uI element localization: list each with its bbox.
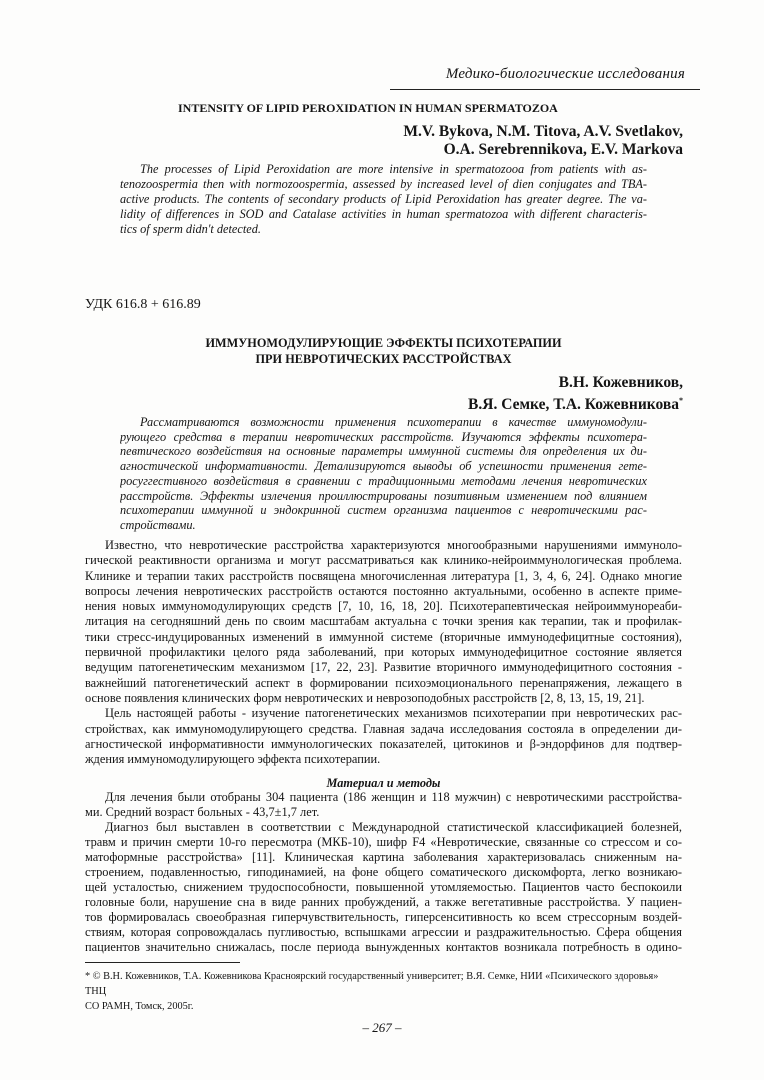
text-line: стройствах, как иммуномодулирующего средства. Главная задача исследования состояла в определении ди- bbox=[85, 721, 682, 736]
text-line: первичной профилактики целого ряда заболеваний, при которых иммунодефицитное состояние является bbox=[85, 645, 682, 660]
udk-code: УДК 616.8 + 616.89 bbox=[85, 297, 201, 312]
text-line: агностической информативности. Детализируются выводы об успешности применения гете- bbox=[120, 459, 647, 474]
footnote bbox=[85, 969, 682, 1014]
header-rule bbox=[390, 89, 700, 90]
text-line: травм и причин смерти 10-го пересмотра (МКБ-10), шифр F4 «Невротические, связанные со стрессом и со- bbox=[85, 835, 682, 849]
text-line: Известно, что невротические расстройства характеризуются многообразными нарушениями иммуноло- bbox=[105, 538, 682, 552]
text-line: тики стресс-индуцированных изменений в иммунной системе (вторичные иммунодефицитные состояния), bbox=[85, 629, 682, 644]
author-line: M.V. Bykova, N.M. Titova, A.V. Svetlakov, bbox=[403, 123, 683, 140]
text-line: Для лечения были отобраны 304 пациента (186 женщин и 118 мужчин) с невротическими расстройства- bbox=[105, 790, 682, 804]
author-line: O.A. Serebrennikova, E.V. Markova bbox=[443, 140, 683, 158]
text-line: The processes of Lipid Peroxidation are more intensive in spermatozooa from patients with as- bbox=[140, 162, 647, 176]
footnote-mark: * bbox=[679, 395, 683, 405]
footnote-rule bbox=[85, 962, 240, 963]
english-article-title: INTENSITY OF LIPID PEROXIDATION IN HUMAN SPERMATOZOA bbox=[178, 101, 558, 115]
footnote-line: СО РАМН, Томск, 2005г. bbox=[85, 1001, 194, 1012]
text-line: расстройств. Эффекты излечения проиллюстрированы позитивным изменением под влиянием bbox=[120, 488, 647, 503]
russian-authors bbox=[468, 374, 683, 413]
text-line: психотерапии иммунной и эндокринной систем организма пациентов с невротическими рас- bbox=[120, 503, 647, 518]
paragraph-diagnosis bbox=[85, 820, 682, 955]
text-line: Диагноз был выставлен в соответствии с Международной статистической классификацией болезней, bbox=[105, 820, 682, 834]
text-line: росуггестивного воздействия в сравнении с традиционными методами лечения невротических bbox=[120, 473, 647, 488]
text-line: Цель настоящей работы - изучение патогенетических механизмов психотерапии при невротических рас- bbox=[105, 706, 682, 721]
text-line: Клинике и терапии таких расстройств посвящена многочисленная литература [1, 3, 4, 6, 24]. Однако многие bbox=[85, 568, 682, 583]
page-number: – 267 – bbox=[362, 1020, 402, 1035]
text-line: важнейший патогенетический аспект в формировании психоэмоционального перенапряжения, лежащего в bbox=[85, 675, 682, 690]
text-line: агностической информативности иммунологических показателей, цитокинов и β-эндорфинов для подтвер- bbox=[85, 736, 682, 751]
paragraph-aim bbox=[85, 706, 682, 767]
text-line: тов формировалась своеобразная гиперчувствительность, гиперсенситивность ко всем стрессорным воздей- bbox=[85, 910, 682, 924]
text-line: нения новых иммуномодулирующих средств [7, 10, 16, 18, 20]. Психотерапевтическая нейроиммунореаби- bbox=[85, 599, 682, 614]
text-line: active products. The contents of secondary products of Lipid Peroxidation has greater degree. The va- bbox=[120, 192, 647, 206]
author-line: В.Н. Кожевников, bbox=[558, 374, 683, 391]
title-line: ИММУНОМОДУЛИРУЮЩИЕ ЭФФЕКТЫ ПСИХОТЕРАПИИ bbox=[205, 336, 562, 350]
text-line: гической реактивности организма и могут рассматриваться как клинико-нейроиммунологическая проблема. bbox=[85, 553, 682, 568]
text-line: ждения иммуномодулирующего эффекта психотерапии. bbox=[85, 752, 381, 767]
paragraph-intro bbox=[85, 538, 682, 706]
text-line: литация на сегодняшний день по своим масштабам актуальна с точки зрения как терапии, так и профилак- bbox=[85, 614, 682, 629]
text-line: ведущим патогенетическим механизмом [17, 22, 23]. Развитие вторичного иммунодефицитного состояния - bbox=[85, 660, 682, 675]
english-abstract bbox=[120, 162, 647, 237]
english-authors bbox=[403, 123, 683, 158]
text-line: строением, подавленностью, гиподинамией, на фоне общего соматического дискомфорта, легко возникаю- bbox=[85, 865, 682, 879]
text-line: tics of sperm didn't detected. bbox=[120, 222, 261, 236]
text-line: ствиям, которая сопровождалась пугливостью, вспышками агрессии и раздражительностью. Сфера общения bbox=[85, 925, 682, 939]
text-line: lidity of differences in SOD and Catalase activities in human spermatozoa with different characteris- bbox=[120, 207, 647, 221]
paragraph-patients bbox=[85, 790, 682, 820]
text-line: пациентов значительно снижалась, после периода вынужденных контактов возникала потребность в одино- bbox=[85, 940, 682, 954]
text-line: стройствами. bbox=[120, 517, 196, 532]
text-line: матоформные расстройства» [11]. Клиническая картина заболевания характеризовалась сниженным на- bbox=[85, 850, 682, 864]
body-methods bbox=[85, 790, 682, 955]
title-line: ПРИ НЕВРОТИЧЕСКИХ РАССТРОЙСТВАХ bbox=[255, 352, 512, 366]
russian-article-title bbox=[85, 335, 682, 367]
footnote-line: * © В.Н. Кожевников, Т.А. Кожевникова Красноярский государственный университет; В.Я. Семке, НИИ «Психического здоровья» ТНЦ bbox=[85, 971, 659, 997]
text-line: рующего средства в терапии невротических расстройств. Изучаются эффекты психотера- bbox=[120, 429, 647, 444]
author-line: В.Я. Семке, Т.А. Кожевникова bbox=[468, 395, 679, 413]
running-head: Медико-биологические исследования bbox=[445, 66, 685, 82]
body-intro bbox=[85, 538, 682, 767]
text-line: Рассматриваются возможности применения психотерапии в качестве иммуномодули- bbox=[140, 415, 647, 429]
text-line: щей усталостью, снижением трудоспособности, повышенной утомляемостью. Пациентов часто беспокоили bbox=[85, 880, 682, 894]
russian-abstract bbox=[120, 415, 647, 533]
text-line: вопросы лечения невротических расстройств остаются постоянно актуальными, особенно в аспекте приме- bbox=[85, 583, 682, 598]
text-line: певтического воздействия на основные параметры иммунной системы для определения их ди- bbox=[120, 444, 647, 459]
text-line: tenozoospermia then with normozoospermia, assessed by increased level of dien conjugates and TBA- bbox=[120, 177, 647, 191]
text-line: головные боли, нарушение сна в виде ранних пробуждений, а также вегетативные расстройства. У пациен- bbox=[85, 895, 682, 909]
text-line: основе появления клинических форм невротических и неврозоподобных расстройств [2, 8, 13, 15, 19, 21]. bbox=[85, 690, 645, 705]
section-heading-methods: Материал и методы bbox=[326, 776, 441, 790]
text-line: ми. Средний возраст больных - 43,7±1,7 лет. bbox=[85, 805, 320, 819]
